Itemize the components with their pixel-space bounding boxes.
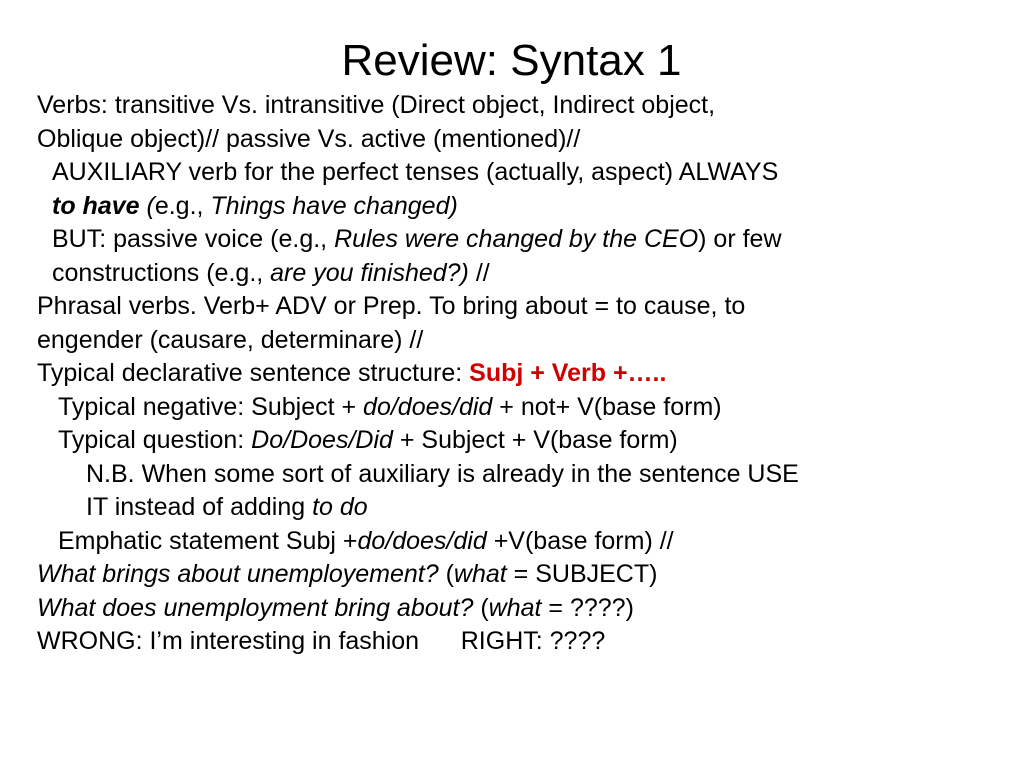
- line-text: Typical declarative sentence structure:: [37, 359, 470, 387]
- example-text: what: [453, 560, 507, 588]
- body-line: [58, 424, 678, 458]
- body-line: [52, 257, 490, 291]
- line-text: AUXILIARY verb for the perfect tenses (actually, aspect) ALWAYS: [52, 158, 779, 186]
- body-line: [37, 290, 745, 324]
- line-text: engender (causare, determinare) //: [37, 325, 424, 354]
- emphasis-text: to have: [52, 191, 140, 220]
- line-text: e.g.,: [154, 191, 211, 220]
- line-text: = ????): [541, 593, 634, 622]
- body-line: [52, 223, 782, 257]
- line-text: WRONG: I’m interesting in fashion RIGHT: ????: [37, 627, 606, 655]
- example-text: do/does/did: [357, 526, 487, 555]
- line-text: +V(base form) //: [486, 526, 674, 555]
- example-text: what: [488, 593, 542, 622]
- slide-title: Review: Syntax 1: [341, 36, 682, 85]
- line-text: Verbs: transitive Vs. intransitive (Direct object, Indirect object,: [37, 91, 716, 119]
- line-text: Oblique object)// passive Vs. active (mentioned)//: [37, 124, 581, 153]
- line-text: constructions (e.g.,: [52, 258, 271, 287]
- body-line: [37, 89, 715, 123]
- body-line: [58, 391, 722, 425]
- line-text: Phrasal verbs. Verb+ ADV or Prep. To bring about = to cause, to: [37, 292, 746, 320]
- body-line: [37, 123, 580, 157]
- line-text: N.B. When some sort of auxiliary is already in the sentence USE: [86, 459, 799, 488]
- body-line: [86, 491, 368, 525]
- body-line: [86, 458, 799, 492]
- line-text: = SUBJECT): [506, 560, 658, 588]
- highlight-text: Subj + Verb +…..: [469, 359, 667, 387]
- line-text: (: [139, 191, 155, 220]
- body-line: [37, 357, 666, 391]
- example-text: Do/Does/Did: [251, 426, 393, 454]
- example-text: to do: [312, 493, 368, 521]
- line-text: BUT: passive voice (e.g.,: [52, 225, 335, 253]
- line-text: //: [468, 258, 490, 287]
- example-text: Rules were changed by the CEO: [334, 225, 699, 253]
- line-text: Emphatic statement Subj +: [58, 526, 358, 555]
- example-text: are you finished?): [270, 258, 469, 287]
- line-text: (: [438, 560, 454, 588]
- line-text: (: [473, 593, 489, 622]
- body-line: [37, 324, 423, 358]
- body-line: [52, 156, 778, 190]
- line-text: Typical question:: [58, 426, 252, 454]
- body-line: [52, 190, 458, 224]
- line-text: ) or few: [698, 225, 782, 253]
- line-text: IT instead of adding: [86, 493, 313, 521]
- body-line: [37, 558, 657, 592]
- body-line: [58, 525, 674, 559]
- line-text: + not+ V(base form): [492, 392, 722, 421]
- line-text: + Subject + V(base form): [392, 426, 678, 454]
- example-text: do/does/did: [363, 392, 493, 421]
- body-line: [37, 625, 605, 659]
- example-text: What brings about unemployement?: [37, 560, 439, 588]
- body-line: [37, 592, 634, 626]
- example-text: Things have changed): [210, 191, 458, 220]
- example-text: What does unemployment bring about?: [37, 593, 474, 622]
- line-text: Typical negative: Subject +: [58, 392, 364, 421]
